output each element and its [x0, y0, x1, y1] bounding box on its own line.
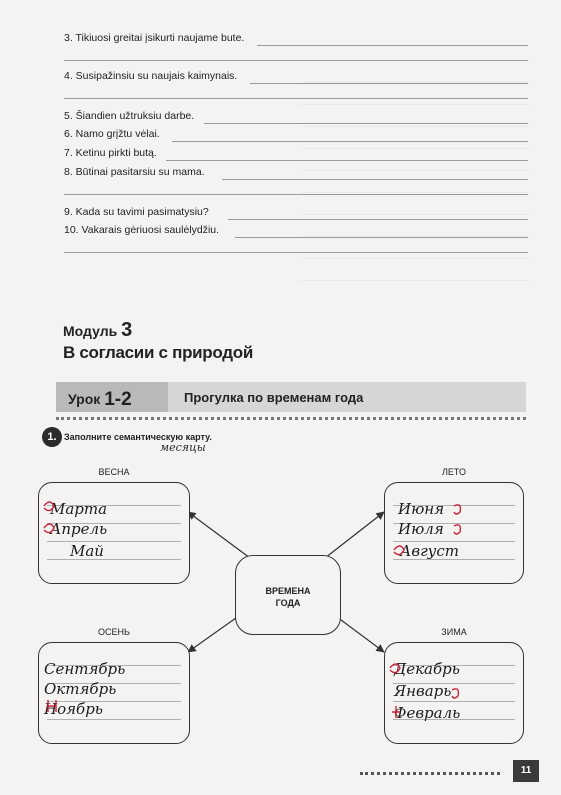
center-label-line1: ВРЕМЕНА [265, 586, 311, 596]
correction-mark [48, 700, 56, 712]
center-label-line2: ГОДА [275, 598, 301, 608]
correction-mark [390, 664, 400, 673]
module-label: Модуль [63, 323, 118, 339]
sentence-5: 5. Šiandien užtruksiu darbe. [64, 110, 195, 122]
autumn-title: ОСЕНЬ [98, 627, 130, 637]
sentence-10: 10. Vakarais gėriuosi saulėlydžiu. [64, 224, 220, 236]
spring-entry-3: Май [70, 542, 104, 560]
correction-mark [394, 546, 404, 555]
summer-entry-3: Август [400, 542, 459, 560]
correction-mark [44, 524, 54, 533]
correction-mark [452, 689, 458, 698]
summer-entry-1: Июня [398, 500, 445, 518]
sentence-9: 9. Kada su tavimi pasimatysiu? [64, 206, 209, 218]
autumn-entry-1: Сентябрь [44, 660, 126, 678]
handwritten-note: месяцы [160, 441, 206, 454]
lesson-number: 1-2 [104, 389, 132, 410]
spring-entry-2: Апрель [50, 520, 108, 538]
winter-entry-2: Январь [394, 682, 452, 700]
spring-title: ВЕСНА [98, 467, 130, 477]
correction-mark [44, 502, 54, 511]
footer-dots [360, 772, 500, 775]
module-title: В согласии с природой [63, 343, 253, 362]
summer-entry-2: Июля [398, 520, 444, 538]
winter-entry-3: Февраль [394, 704, 461, 722]
exercise-number-badge: 1. [42, 427, 62, 447]
sentence-3: 3. Tikiuosi greitai įsikurti naujame bute. [64, 32, 245, 44]
winter-entry-1: Декабрь [394, 660, 460, 678]
autumn-entry-3: Ноябрь [44, 700, 103, 718]
lesson-word: Урок [68, 391, 101, 407]
sentence-6: 6. Namo grįžtu vėlai. [64, 128, 160, 140]
correction-mark [454, 505, 460, 514]
lesson-title: Прогулка по временам года [184, 390, 364, 405]
winter-title: ЗИМА [441, 627, 467, 637]
exercise-instruction: Заполните семантическую карту. [64, 432, 212, 442]
page-number: 11 [513, 760, 539, 782]
correction-mark [454, 525, 460, 534]
correction-mark [392, 706, 400, 718]
spring-entry-1: Марта [50, 500, 108, 518]
autumn-entry-2: Октябрь [44, 680, 117, 698]
sentence-8: 8. Būtinai pasitarsiu su mama. [64, 166, 205, 178]
module-number: 3 [121, 319, 133, 341]
sentence-4: 4. Susipažinsiu su naujais kaimynais. [64, 70, 238, 82]
summer-title: ЛЕТО [441, 467, 466, 477]
sentence-7: 7. Ketinu pirkti butą. [64, 147, 157, 159]
